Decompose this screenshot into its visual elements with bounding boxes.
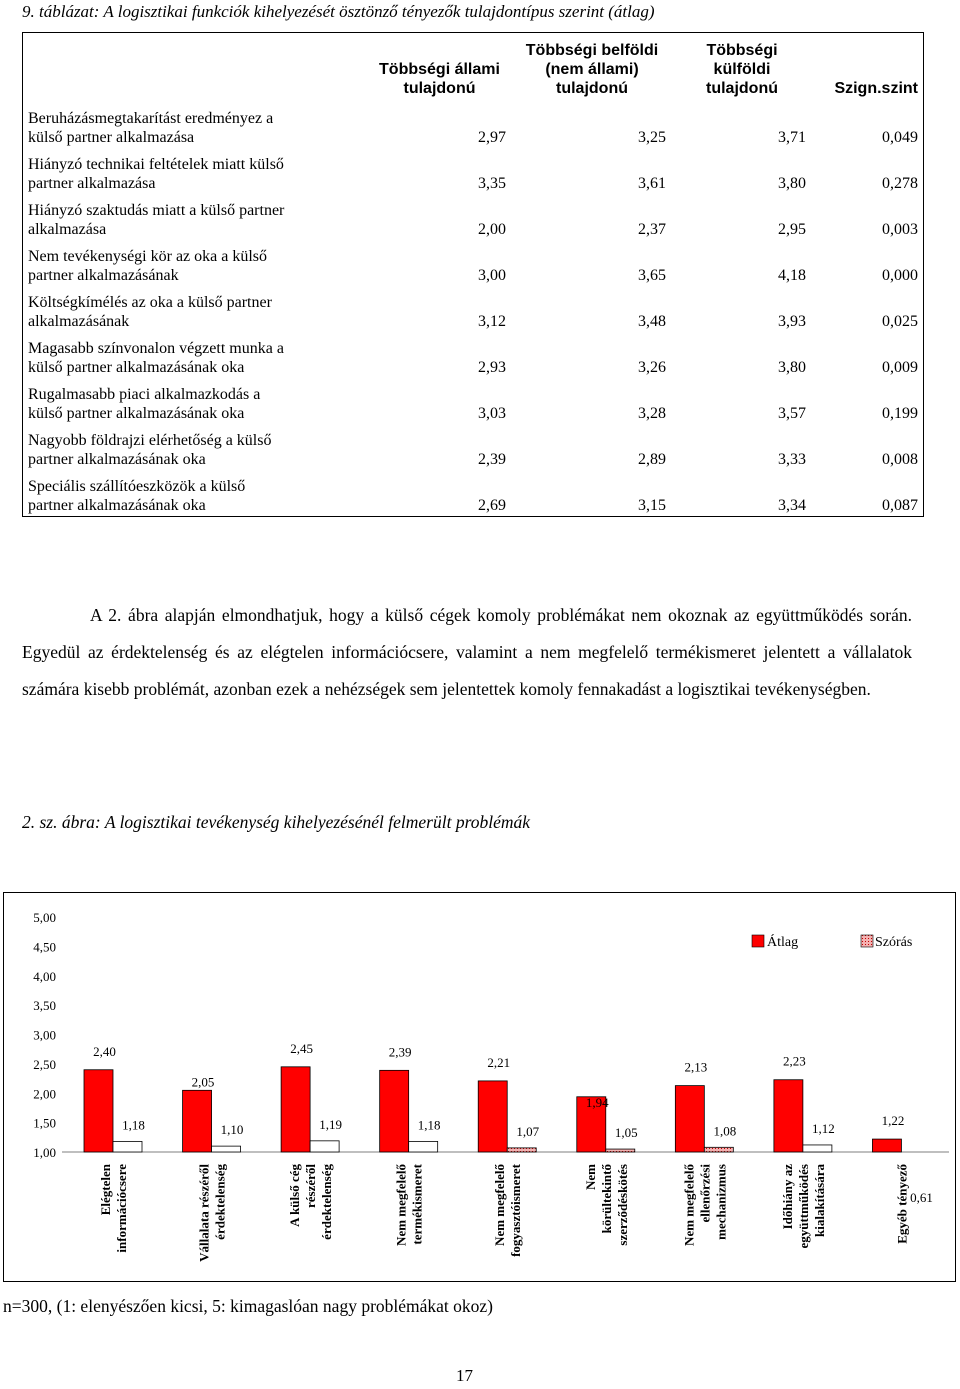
legend-label-atlag: Átlag — [767, 935, 799, 950]
data-label-szoras: 1,12 — [812, 1120, 835, 1136]
header-allami-line: tulajdonú — [403, 80, 476, 97]
cell-v3: 3,34 — [778, 497, 806, 514]
row-label-line: külső partner alkalmazásának oka — [28, 359, 245, 376]
bar-atlag — [675, 1086, 704, 1152]
table-row — [22, 377, 924, 423]
row-label-line: partner alkalmazásának — [28, 267, 179, 284]
y-tick-label: 3,50 — [33, 998, 56, 1014]
row-label-line: Költségkímélés az oka a külső partner — [28, 294, 272, 311]
header-kulfoldi — [672, 32, 812, 101]
cell-v4: 0,025 — [882, 313, 918, 330]
cell-v4: 0,087 — [882, 497, 918, 514]
row-label — [22, 423, 367, 469]
category-label — [681, 1164, 728, 1246]
data-label-szoras: 0,61 — [910, 1190, 933, 1205]
table-row — [22, 331, 924, 377]
y-tick-label: 4,00 — [33, 968, 56, 984]
row-label — [22, 101, 367, 147]
cell-v1: 2,39 — [478, 451, 506, 468]
category-label-line: információcsere — [114, 1164, 129, 1253]
bar-szoras — [212, 1146, 241, 1152]
category-label — [780, 1164, 827, 1249]
row-label-line: Beruházásmegtakarítást eredményez a — [28, 110, 274, 127]
cell-v3: 2,95 — [778, 221, 806, 238]
table-header-row — [22, 32, 924, 101]
bar-szoras — [310, 1141, 339, 1152]
row-label — [22, 147, 367, 193]
category-label-line: érdektelenség — [212, 1164, 228, 1240]
chart-note: n=300, (1: elenyészően kicsi, 5: kimagaslóan nagy problémákat okoz) — [3, 1296, 494, 1316]
cell-v2: 3,28 — [638, 405, 666, 422]
cell-v2: 3,61 — [638, 175, 666, 192]
row-label-line: Magasabb színvonalon végzett munka a — [28, 340, 284, 357]
legend-swatch-atlag — [752, 935, 764, 947]
category-label-line: mechanizmus — [713, 1164, 729, 1240]
category-label — [492, 1163, 523, 1257]
row-label — [22, 331, 367, 377]
table-row — [22, 193, 924, 239]
header-szign: Szign.szint — [834, 80, 918, 97]
header-belfoldi-line: Többségi belföldi — [525, 42, 659, 59]
category-label-line: kialakítására — [811, 1164, 827, 1237]
header-allami-line: Többségi állami — [379, 61, 500, 78]
category-label — [583, 1164, 630, 1246]
y-tick-label: 2,50 — [33, 1056, 56, 1072]
category-label-line: körültekintő — [598, 1164, 614, 1234]
row-label — [22, 377, 367, 423]
y-tick-label: 3,00 — [33, 1027, 56, 1043]
header-corner-cell — [22, 32, 367, 101]
data-label-atlag: 1,94 — [585, 1094, 609, 1110]
bar-szoras — [113, 1141, 142, 1152]
data-label-atlag: 2,05 — [191, 1074, 215, 1090]
row-label-line: alkalmazása — [28, 221, 107, 238]
bar-atlag — [380, 1070, 409, 1152]
bar-szoras — [507, 1148, 536, 1152]
y-tick-label: 1,50 — [33, 1115, 56, 1131]
cell-v2: 3,65 — [638, 267, 666, 284]
cell-v4: 0,278 — [882, 175, 918, 192]
table-row — [22, 147, 924, 193]
category-label — [394, 1163, 425, 1246]
data-label-szoras: 1,05 — [614, 1125, 638, 1141]
data-label-atlag: 2,39 — [388, 1044, 412, 1060]
header-kulfoldi-line: tulajdonú — [706, 80, 778, 97]
row-label-line: Rugalmasabb piaci alkalmazkodás a — [28, 386, 261, 403]
legend-swatch-szoras — [861, 935, 873, 947]
cell-v2: 2,89 — [638, 451, 666, 468]
table-row — [22, 469, 924, 515]
bar-szoras — [606, 1149, 635, 1152]
category-label-line: Időhiány az — [779, 1164, 795, 1230]
row-label-line: külső partner alkalmazása — [28, 129, 195, 146]
category-label-line: érdektelenség — [319, 1164, 335, 1240]
bar-szoras — [704, 1147, 733, 1152]
cell-v3: 3,80 — [778, 359, 806, 376]
category-label-line: A külső cég — [287, 1164, 303, 1227]
cell-v4: 0,199 — [882, 405, 918, 422]
table-row — [22, 239, 924, 285]
row-label — [22, 193, 367, 239]
row-label — [22, 239, 367, 285]
cell-v4: 0,000 — [882, 267, 918, 284]
category-label-line: fogyasztóismeret — [508, 1164, 524, 1257]
cell-v1: 2,00 — [478, 221, 506, 238]
data-label-atlag: 1,22 — [881, 1113, 905, 1129]
cell-v3: 3,80 — [778, 175, 806, 192]
chart-frame — [3, 892, 956, 1282]
cell-v2: 2,37 — [638, 221, 666, 238]
header-belfoldi-line: tulajdonú — [556, 80, 628, 97]
header-kulfoldi-line: Többségi — [706, 42, 778, 59]
category-label-line: Nem megfelelő — [492, 1164, 508, 1246]
row-label-line: Hiányzó technikai feltételek miatt külső — [28, 156, 284, 173]
row-label-line: alkalmazásának — [28, 313, 130, 330]
bar-chart — [4, 893, 955, 1281]
category-label-line: szerződéskötés — [614, 1164, 630, 1246]
category-label-line: Vállalata részéről — [196, 1164, 212, 1262]
bar-atlag — [872, 1139, 901, 1152]
category-label-line: Nem megfelelő — [393, 1164, 409, 1246]
y-tick-label: 4,50 — [33, 939, 56, 955]
row-label-line: Speciális szállítóeszközök a külső — [28, 478, 246, 495]
cell-v1: 3,03 — [478, 405, 506, 422]
category-label-line: termékismeret — [409, 1164, 425, 1245]
header-allami — [367, 32, 512, 101]
cell-v2: 3,26 — [638, 359, 666, 376]
table-row — [22, 423, 924, 469]
data-label-szoras: 1,18 — [122, 1117, 145, 1133]
bar-atlag — [774, 1080, 803, 1152]
row-label-line: Nem tevékenységi kör az oka a külső — [28, 248, 268, 265]
y-tick-label: 1,00 — [33, 1145, 56, 1160]
cell-v3: 3,57 — [778, 405, 806, 422]
category-label-line: Egyéb tényező — [894, 1164, 910, 1244]
data-label-atlag: 2,23 — [783, 1053, 806, 1069]
cell-v1: 3,12 — [478, 313, 506, 330]
row-label — [22, 285, 367, 331]
cell-v3: 4,18 — [778, 267, 806, 284]
body-paragraph: A 2. ábra alapján elmondhatjuk, hogy a külső cégek komoly problémákat nem okoznak az együttműködés során. Egyedül az érdektelenség és az elégtelen információcsere, valamint a nem megfelelő termékismeret jelentett a vállalatok számára kisebb problémát, azonban ezek a nehézségek sem jelentettek komoly fennakadást a logisztikai tevékenységben. — [22, 605, 912, 699]
header-kulfoldi-line: külföldi — [713, 61, 771, 78]
data-label-szoras: 1,10 — [220, 1122, 244, 1138]
table-row — [22, 101, 924, 147]
data-label-szoras: 1,19 — [319, 1116, 342, 1132]
row-label-line: Hiányzó szaktudás miatt a külső partner — [28, 202, 285, 219]
data-label-atlag: 2,13 — [684, 1059, 708, 1075]
y-tick-label: 5,00 — [33, 910, 56, 925]
cell-v1: 2,93 — [478, 359, 506, 376]
cell-v1: 2,97 — [478, 129, 506, 146]
row-label-line: partner alkalmazása — [28, 175, 156, 192]
cell-v1: 2,69 — [478, 497, 506, 514]
category-label — [287, 1164, 334, 1240]
category-label — [197, 1164, 228, 1262]
category-label-line: ellenőrzési — [697, 1164, 713, 1223]
cell-v4: 0,008 — [882, 451, 918, 468]
category-label — [894, 1164, 909, 1244]
cell-v1: 3,00 — [478, 267, 506, 284]
data-label-atlag: 2,21 — [487, 1054, 511, 1070]
category-label-line: Nem megfelelő — [681, 1164, 697, 1246]
figure-title: 2. sz. ábra: A logisztikai tevékenység kihelyezésénél felmerült problémák — [22, 812, 531, 832]
bar-atlag — [478, 1081, 507, 1152]
y-tick-label: 2,00 — [33, 1086, 56, 1102]
bar-atlag — [84, 1070, 113, 1152]
row-label-line: külső partner alkalmazásának oka — [28, 405, 245, 422]
data-label-szoras: 1,18 — [417, 1117, 441, 1133]
header-belfoldi — [512, 32, 672, 101]
cell-v2: 3,48 — [638, 313, 666, 330]
category-label-line: Nem — [582, 1164, 598, 1190]
cell-v1: 3,35 — [478, 175, 506, 192]
category-label-line: részéről — [303, 1164, 319, 1209]
cell-v4: 0,003 — [882, 221, 918, 238]
page-number: 17 — [456, 1366, 473, 1385]
cell-v3: 3,33 — [778, 451, 806, 468]
bar-szoras — [803, 1145, 832, 1152]
header-belfoldi-line: (nem állami) — [545, 61, 639, 78]
cell-v4: 0,049 — [882, 129, 918, 146]
row-label — [22, 469, 367, 515]
cell-v2: 3,15 — [638, 497, 666, 514]
category-label-line: Elégtelen — [98, 1164, 113, 1216]
category-label-line: együttműködés — [795, 1164, 811, 1249]
data-label-atlag: 2,45 — [290, 1040, 313, 1056]
data-label-szoras: 1,08 — [713, 1123, 737, 1139]
data-label-atlag: 2,40 — [93, 1043, 116, 1059]
row-label-line: partner alkalmazásának oka — [28, 497, 206, 514]
legend-label-szoras: Szórás — [875, 935, 913, 950]
row-label-line: Nagyobb földrajzi elérhetőség a külső — [28, 432, 272, 449]
data-table — [22, 32, 924, 515]
category-label — [98, 1163, 129, 1252]
bar-szoras — [409, 1141, 438, 1152]
cell-v2: 3,25 — [638, 129, 666, 146]
bar-atlag — [281, 1067, 310, 1152]
row-label-line: partner alkalmazásának oka — [28, 451, 206, 468]
cell-v4: 0,009 — [882, 359, 918, 376]
cell-v3: 3,71 — [778, 129, 806, 146]
bar-atlag — [183, 1090, 212, 1152]
cell-v3: 3,93 — [778, 313, 806, 330]
data-label-szoras: 1,07 — [516, 1123, 540, 1139]
table-row — [22, 285, 924, 331]
table-caption: 9. táblázat: A logisztikai funkciók kihelyezését ösztönző tényezők tulajdontípus szerint (átlag) — [22, 2, 655, 21]
